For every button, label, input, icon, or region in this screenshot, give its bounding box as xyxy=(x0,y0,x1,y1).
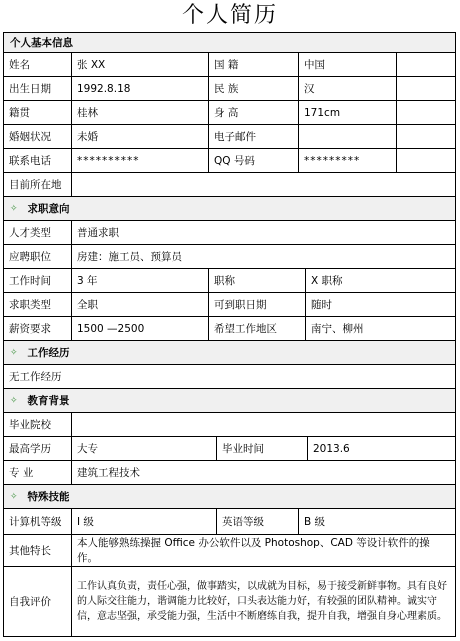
nation-value[interactable]: 中国 xyxy=(299,53,397,76)
phone-label: 联系电话 xyxy=(4,149,72,172)
row-phone xyxy=(3,149,456,173)
location-label: 目前所在地 xyxy=(4,173,72,196)
major-value[interactable]: 建筑工程技术 xyxy=(77,467,140,479)
row-birth xyxy=(3,77,456,101)
ethnic-label: 民 族 xyxy=(209,77,299,100)
origin-label: 籍贯 xyxy=(4,101,72,124)
row-school xyxy=(3,413,456,437)
page-title: 个人简历 xyxy=(181,3,278,28)
english-value[interactable]: B 级 xyxy=(304,516,326,528)
qq-value[interactable]: ********* xyxy=(299,149,397,172)
row-jobtype xyxy=(3,293,456,317)
row-marital xyxy=(3,125,456,149)
qq-label: QQ 号码 xyxy=(209,149,299,172)
phone-value[interactable]: ********** xyxy=(72,149,209,172)
row-other xyxy=(3,535,456,567)
diamond-icon: ✧ xyxy=(10,203,18,214)
school-value[interactable] xyxy=(72,413,455,436)
nation-label: 国 籍 xyxy=(209,53,299,76)
gradtime-label: 毕业时间 xyxy=(217,437,308,460)
location-value[interactable] xyxy=(72,173,455,196)
photo-cell xyxy=(397,149,455,172)
other-label: 其他特长 xyxy=(4,535,72,566)
major-label: 专 业 xyxy=(4,461,72,484)
photo-cell xyxy=(397,125,455,148)
other-value[interactable]: 本人能够熟练操握 Office 办公软件以及 Photoshop、CAD 等设计软件的操作。 xyxy=(77,536,430,564)
section-job-intention xyxy=(3,197,456,221)
height-label: 身 高 xyxy=(209,101,299,124)
jobtype-value[interactable]: 全职 xyxy=(72,293,209,316)
diamond-icon: ✧ xyxy=(10,395,18,406)
row-degree xyxy=(3,437,456,461)
jobtype-label: 求职类型 xyxy=(4,293,72,316)
start-label: 可到职日期 xyxy=(209,293,306,316)
worktime-label: 工作时间 xyxy=(4,269,72,292)
photo-cell xyxy=(397,53,455,76)
region-label: 希望工作地区 xyxy=(209,317,306,340)
talent-value[interactable]: 普通求职 xyxy=(77,227,119,239)
degree-value[interactable]: 大专 xyxy=(72,437,217,460)
section-basic-info xyxy=(3,32,456,53)
section-title: 特殊技能 xyxy=(27,491,70,503)
section-title: 个人基本信息 xyxy=(4,33,455,52)
talent-label: 人才类型 xyxy=(4,221,72,244)
name-value[interactable]: 张 XX xyxy=(72,53,209,76)
ethnic-value[interactable]: 汉 xyxy=(299,77,397,100)
diamond-icon: ✧ xyxy=(10,347,18,358)
row-location xyxy=(3,173,456,197)
computer-label: 计算机等级 xyxy=(4,509,72,534)
photo-cell xyxy=(397,77,455,100)
start-value[interactable]: 随时 xyxy=(311,299,332,311)
row-position xyxy=(3,245,456,269)
title-value[interactable]: X 职称 xyxy=(311,275,343,287)
row-major xyxy=(3,461,456,485)
resume-table xyxy=(3,32,456,637)
eval-label: 自我评价 xyxy=(4,567,72,636)
section-work xyxy=(3,341,456,365)
english-label: 英语等级 xyxy=(217,509,299,534)
row-work xyxy=(3,365,456,389)
section-title: 工作经历 xyxy=(27,347,70,359)
degree-label: 最高学历 xyxy=(4,437,72,460)
section-education xyxy=(3,389,456,413)
row-salary xyxy=(3,317,456,341)
work-text[interactable]: 无工作经历 xyxy=(9,371,62,383)
title-label: 职称 xyxy=(209,269,306,292)
position-label: 应聘职位 xyxy=(4,245,72,268)
position-value[interactable]: 房建：施工员、预算员 xyxy=(77,251,182,263)
salary-label: 薪资要求 xyxy=(4,317,72,340)
eval-value[interactable]: 工作认真负责，责任心强，做事踏实，以成就为目标，易于接受新鲜事物。具有良好的人际交往能力，谐调能力比较好，口头表达能力好，有较强的团队精神。诚实守信，意志坚强，承受能力强，生活中不断磨练自我，提升自我，增强自身心理素质。 xyxy=(77,581,447,622)
origin-value[interactable]: 桂林 xyxy=(72,101,209,124)
email-label: 电子邮件 xyxy=(209,125,299,148)
height-value[interactable]: 171cm xyxy=(299,101,397,124)
computer-value[interactable]: I 级 xyxy=(72,509,217,534)
row-computer xyxy=(3,509,456,535)
photo-cell xyxy=(397,101,455,124)
salary-value[interactable]: 1500 —2500 xyxy=(72,317,209,340)
row-origin xyxy=(3,101,456,125)
row-name xyxy=(3,53,456,77)
gradtime-value[interactable]: 2013.6 xyxy=(313,442,350,455)
school-label: 毕业院校 xyxy=(4,413,72,436)
marital-value[interactable]: 未婚 xyxy=(72,125,209,148)
worktime-value[interactable]: 3 年 xyxy=(72,269,209,292)
email-value[interactable] xyxy=(299,125,397,148)
row-evaluation xyxy=(3,567,456,637)
section-title: 求职意向 xyxy=(27,203,70,215)
section-title: 教育背景 xyxy=(27,395,70,407)
diamond-icon: ✧ xyxy=(10,491,18,502)
section-skills xyxy=(3,485,456,509)
region-value[interactable]: 南宁、柳州 xyxy=(311,323,364,335)
name-label: 姓名 xyxy=(4,53,72,76)
marital-label: 婚姻状况 xyxy=(4,125,72,148)
row-talent xyxy=(3,221,456,245)
birth-label: 出生日期 xyxy=(4,77,72,100)
row-worktime xyxy=(3,269,456,293)
birth-value[interactable]: 1992.8.18 xyxy=(72,77,209,100)
